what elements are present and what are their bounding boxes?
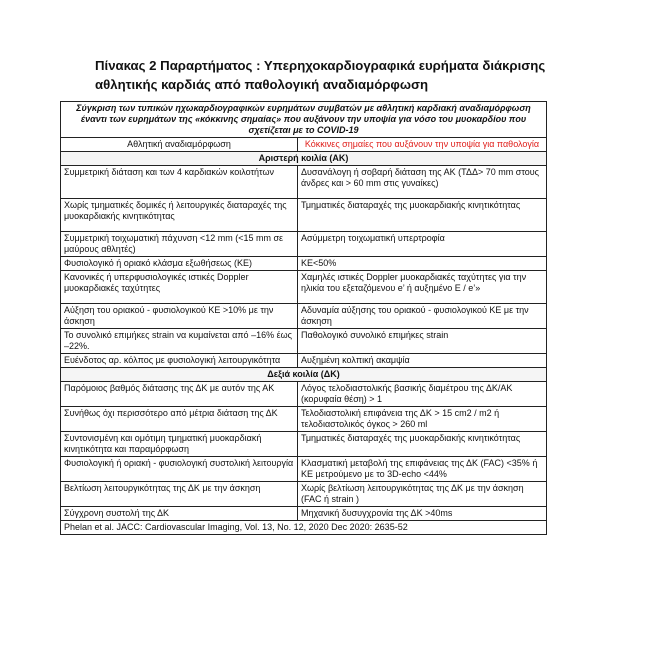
cell-athletic: Φυσιολογική ή οριακή - φυσιολογική συστολική λειτουργία [61,457,298,482]
cell-red-flag: Τμηματικές διαταραχές της μυοκαρδιακής κινητικότητας [298,199,547,232]
cell-athletic: Κανονικές ή υπερφυσιολογικές ιστικές Doppler μυοκαρδιακές ταχύτητες [61,271,298,304]
header-row [61,138,547,152]
intro-row [61,102,547,138]
section-row-lv [61,152,547,166]
cell-red-flag: Δυσανάλογη ή σοβαρή διάταση της ΑΚ (ΤΔΔ> 70 mm στους άνδρες και > 60 mm στις γυναίκες) [298,166,547,199]
table-row [61,304,547,329]
page-title: Πίνακας 2 Παραρτήματος : Υπερηχοκαρδιογραφικά ευρήματα διάκρισης αθλητικής καρδιάς από παθολογική αναδιαμόρφωση [95,58,546,92]
cell-red-flag: Ασύμμετρη τοιχωματική υπερτροφία [298,232,547,257]
table-row [61,507,547,521]
table-row [61,199,547,232]
cell-athletic: Αύξηση του οριακού - φυσιολογικού ΚΕ >10% με την άσκηση [61,304,298,329]
cell-red-flag: Τμηματικές διαταραχές της μυοκαρδιακής κινητικότητας [298,432,547,457]
cell-athletic: Συνήθως όχι περισσότερο από μέτρια διάταση της ΔΚ [61,407,298,432]
cell-red-flag: Κλασματική μεταβολή της επιφάνειας της ΔΚ (FAC) <35% ή ΚΕ μετρούμενο με το 3D-echo <44% [298,457,547,482]
comparison-table [60,101,547,535]
header-athletic: Αθλητική αναδιαμόρφωση [61,138,298,152]
table-row [61,482,547,507]
table-row [61,407,547,432]
cell-athletic: Χωρίς τμηματικές δομικές ή λειτουργικές διαταραχές της μυοκαρδιακής κινητικότητας [61,199,298,232]
cell-red-flag: Αυξημένη κολπική ακαμψία [298,354,547,368]
cell-athletic: Συντονισμένη και ομότιμη τμηματική μυοκαρδιακή κινητικότητα και παραμόρφωση [61,432,298,457]
table-row [61,232,547,257]
cell-athletic: Σύγχρονη συστολή της ΔΚ [61,507,298,521]
section-title-lv: Αριστερή κοιλία (ΑΚ) [61,152,547,166]
section-row-rv [61,368,547,382]
table-row [61,329,547,354]
header-red-flags: Κόκκινες σημαίες που αυξάνουν την υποψία για παθολογία [298,138,547,152]
table-row [61,457,547,482]
cell-red-flag: Χωρίς βελτίωση λειτουργικότητας της ΔΚ με την άσκηση (FAC ή strain ) [298,482,547,507]
citation: Phelan et al. JACC: Cardiovascular Imaging, Vol. 13, No. 12, 2020 Dec 2020: 2635-52 [61,521,547,535]
cell-red-flag: Λόγος τελοδιαστολικής βασικής διαμέτρου της ΔΚ/ΑΚ (κορυφαία θέση) > 1 [298,382,547,407]
cell-red-flag: ΚΕ<50% [298,257,547,271]
cell-red-flag: Τελοδιαστολική επιφάνεια της ΔΚ > 15 cm2 / m2 ή τελοδιαστολικός όγκος > 260 ml [298,407,547,432]
cell-red-flag: Αδυναμία αύξησης του οριακού - φυσιολογικού ΚΕ με την άσκηση [298,304,547,329]
citation-row [61,521,547,535]
section-title-rv: Δεξιά κοιλία (ΔΚ) [61,368,547,382]
cell-athletic: Ευένδοτος αρ. κόλπος με φυσιολογική λειτουργικότητα [61,354,298,368]
cell-athletic: Φυσιολογικό ή οριακό κλάσμα εξωθήσεως (ΚΕ) [61,257,298,271]
table-row [61,271,547,304]
table-row [61,432,547,457]
cell-athletic: Συμμετρική διάταση και των 4 καρδιακών κοιλοτήτων [61,166,298,199]
cell-red-flag: Παθολογικό συνολικό επιμήκες strain [298,329,547,354]
cell-red-flag: Χαμηλές ιστικές Doppler μυοκαρδιακές ταχύτητες για την ηλικία του εξεταζόμενου e’ ή αυξημένο E / e’» [298,271,547,304]
cell-red-flag: Μηχανική δυσυγχρονία της ΔΚ >40ms [298,507,547,521]
table-row [61,257,547,271]
cell-athletic: Παρόμοιος βαθμός διάτασης της ΔΚ με αυτόν της ΑΚ [61,382,298,407]
table-row [61,354,547,368]
cell-athletic: Βελτίωση λειτουργικότητας της ΔΚ με την άσκηση [61,482,298,507]
cell-athletic: Το συνολικό επιμήκες strain να κυμαίνεται από –16% έως –22%. [61,329,298,354]
cell-athletic: Συμμετρική τοιχωματική πάχυνση <12 mm (<15 mm σε μαύρους αθλητές) [61,232,298,257]
table-row [61,382,547,407]
table-intro: Σύγκριση των τυπικών ηχωκαρδιογραφικών ευρημάτων συμβατών με αθλητική καρδιακή αναδιαμόρφωση έναντι των ευρημάτων της «κόκκινης σημαίας» που αυξάνουν την υποψία για νόσο του μυοκαρδίου που σχετίζεται με το COVID-19 [61,102,547,138]
table-row [61,166,547,199]
